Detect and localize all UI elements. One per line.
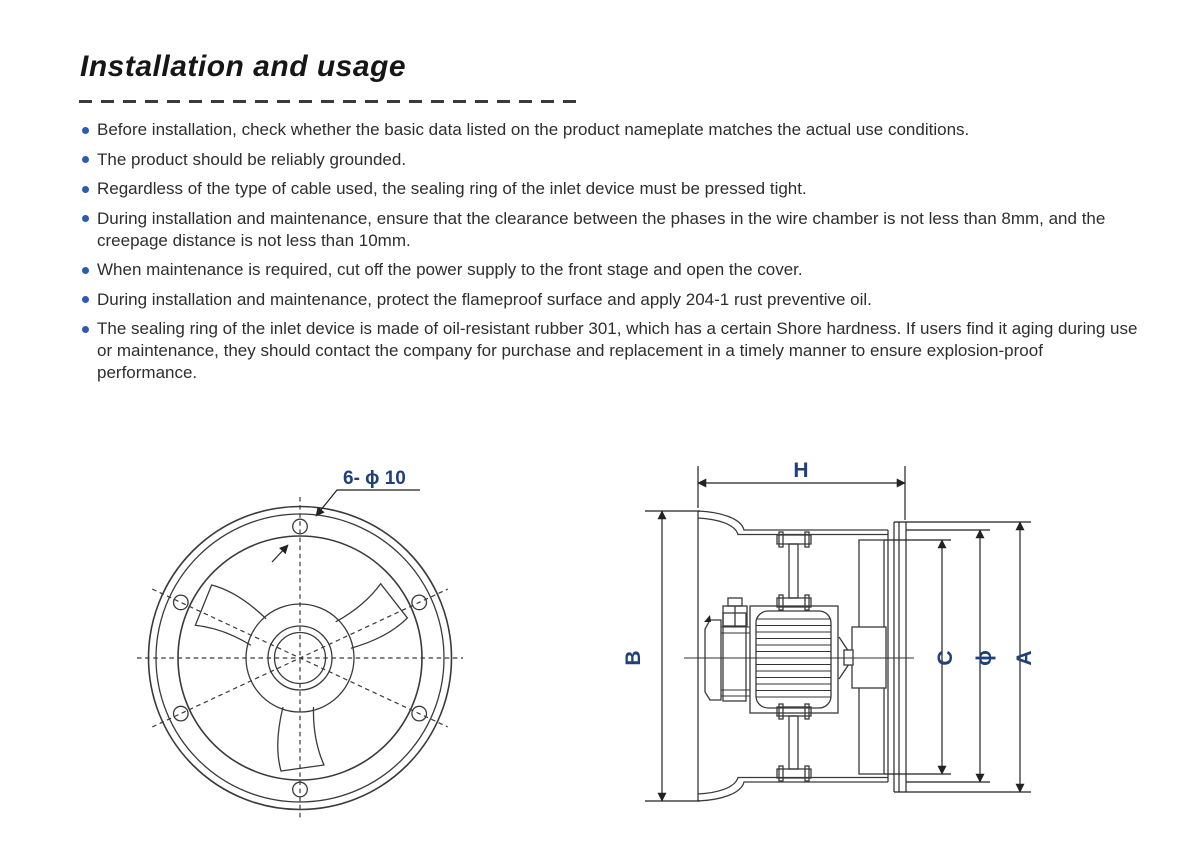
list-item: The product should be reliably grounded. [82,149,1144,171]
bracket-mark [704,615,711,622]
list-item: Regardless of the type of cable used, the sealing ring of the inlet device must be pressed tight. [82,178,1144,200]
list-item: The sealing ring of the inlet device is made of oil-resistant rubber 301, which has a certain Shore hardness. If users find it aging during use or maintenance, they should contact the company for purchase and replacement in a timely manner to ensure explosion-proof performance. [82,318,1144,384]
list-item: Before installation, check whether the basic data listed on the product nameplate matches the actual use conditions. [82,119,1144,141]
dim-label-phi: ϕ [973,650,996,666]
dimension-b [622,511,700,801]
list-item: When maintenance is required, cut off the power supply to the front stage and open the cover. [82,259,1144,281]
list-item: During installation and maintenance, ensure that the clearance between the phases in the wire chamber is not less than 8mm, and the creepage distance is not less than 10mm. [82,208,1144,252]
dim-label-b: B [622,650,645,666]
motor-support-struts [777,532,811,781]
fan-blade [278,707,324,771]
bolt-hole [174,595,189,610]
list-item: During installation and maintenance, protect the flameproof surface and apply 204-1 rust preventive oil. [82,289,1144,311]
hole-callout-leader [316,490,420,516]
fan-blade [190,582,269,654]
page-title: Installation and usage [80,50,407,83]
title-underline-dashes [79,100,581,103]
rotation-arrow [272,545,288,562]
terminal-box-cap [728,598,742,606]
motor [704,598,853,713]
fan-side-view-drawing [620,440,1080,830]
dim-label-h: H [793,459,809,482]
dimension-c [884,540,957,774]
bolt-hole [174,706,189,721]
fan-blade [330,581,409,653]
instruction-list [82,119,1144,392]
inlet-bracket [705,620,721,700]
dim-label-a: A [1013,650,1036,666]
bolt-hole-label: 6- ϕ 10 [343,468,406,489]
dim-label-c: C [934,650,957,666]
fan-front-view-drawing [120,440,480,840]
dimension-h [698,459,905,520]
dimension-a [894,522,1036,792]
centerlines [137,497,463,820]
